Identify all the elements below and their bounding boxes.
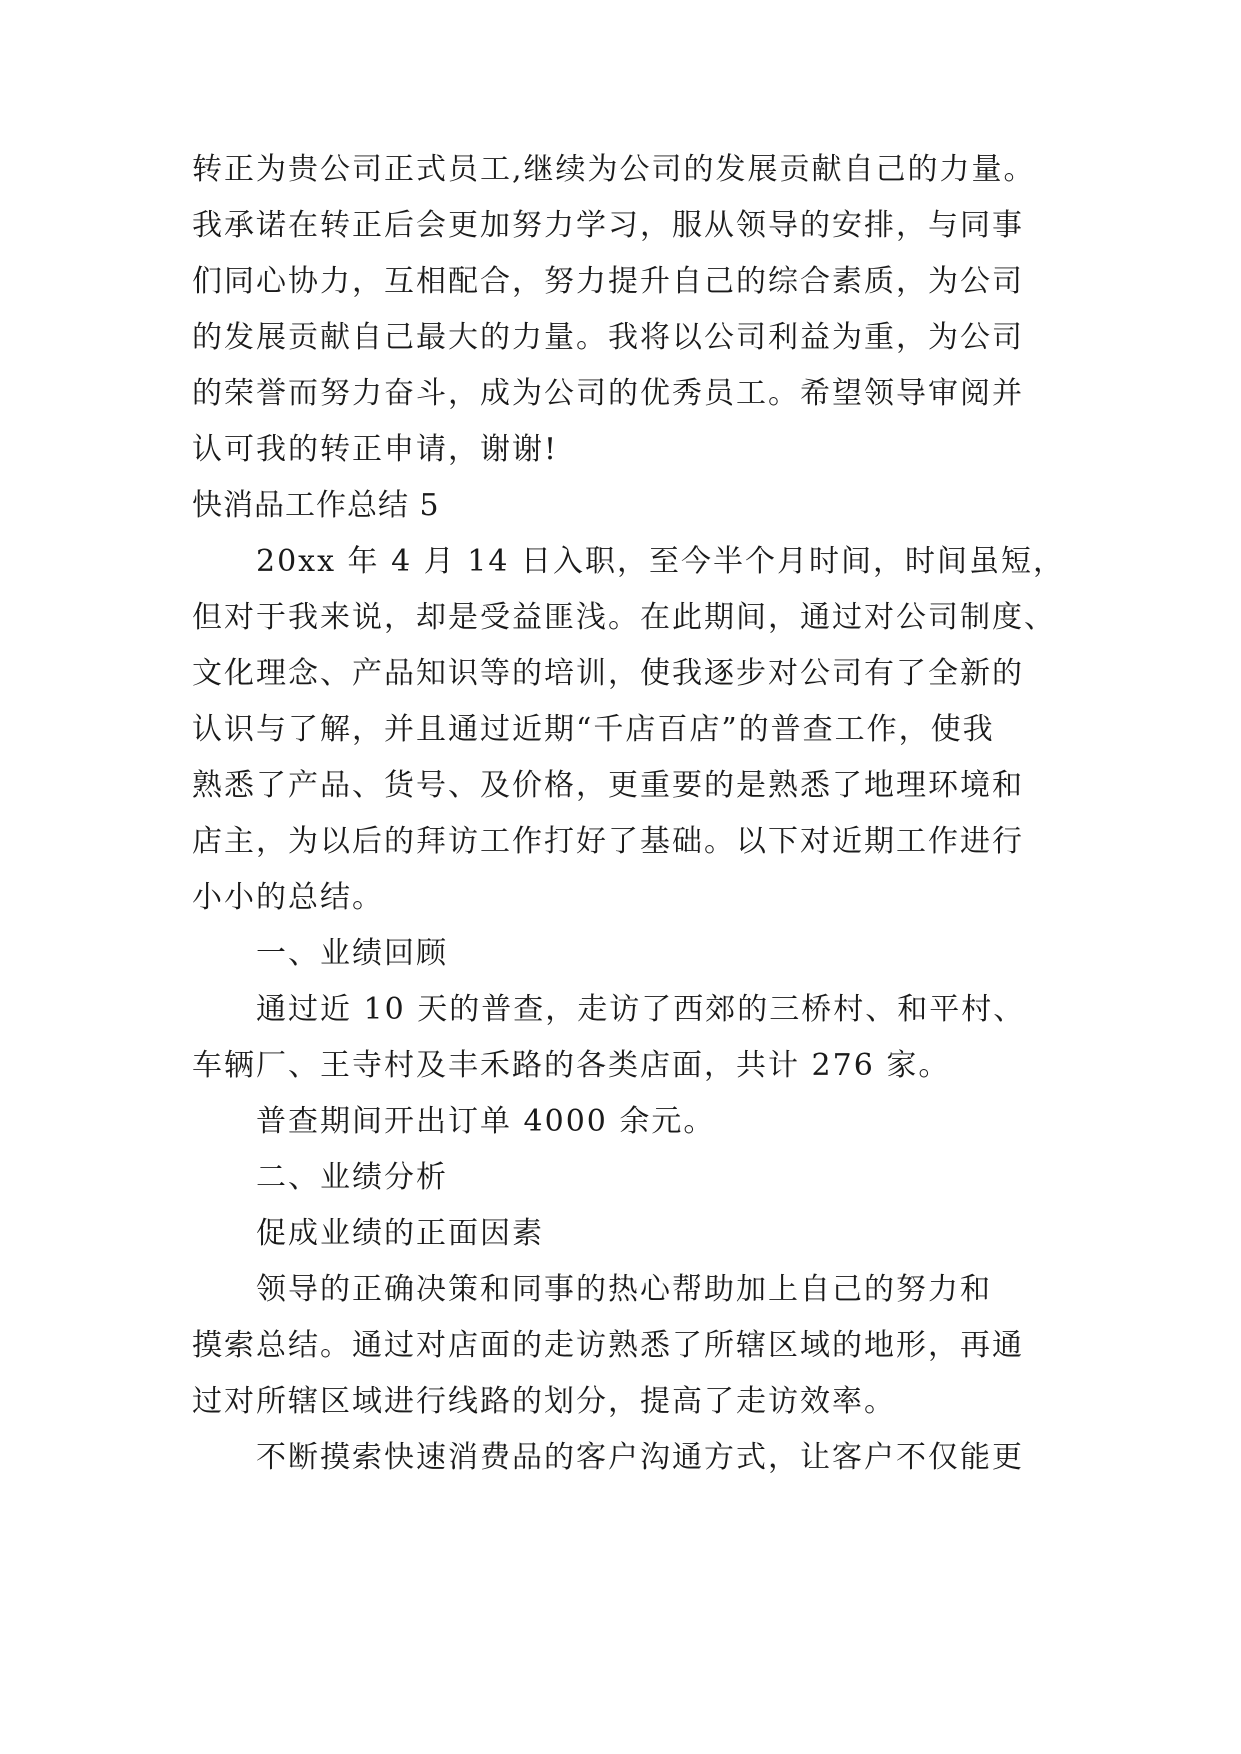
paragraph-start: 20xx 年 4 月 14 日入职，至今半个月时间，时间虽短， — [256, 544, 1065, 579]
text-line: 文化理念、产品知识等的培训，使我逐步对公司有了全新的 — [192, 656, 1024, 691]
paragraph-start: 普查期间开出订单 4000 余元。 — [256, 1104, 716, 1139]
text-line: 的荣誉而努力奋斗，成为公司的优秀员工。希望领导审阅并 — [192, 376, 1024, 411]
text-line: 认可我的转正申请，谢谢! — [192, 432, 559, 467]
subheading: 促成业绩的正面因素 — [256, 1216, 544, 1251]
text-line: 小小的总结。 — [192, 880, 384, 915]
text-line: 熟悉了产品、货号、及价格，更重要的是熟悉了地理环境和 — [192, 768, 1024, 803]
text-line: 车辆厂、王寺村及丰禾路的各类店面，共计 276 家。 — [192, 1048, 951, 1083]
text-line: 过对所辖区域进行线路的划分，提高了走访效率。 — [192, 1384, 896, 1419]
text-line: 们同心协力，互相配合，努力提升自己的综合素质，为公司 — [192, 264, 1024, 299]
paragraph-start: 不断摸索快速消费品的客户沟通方式，让客户不仅能更 — [256, 1440, 1024, 1475]
text-line: 我承诺在转正后会更加努力学习，服从领导的安排，与同事 — [192, 208, 1024, 243]
text-line: 摸索总结。通过对店面的走访熟悉了所辖区域的地形，再通 — [192, 1328, 1024, 1363]
paragraph-start: 领导的正确决策和同事的热心帮助加上自己的努力和 — [256, 1272, 992, 1307]
text-line: 的发展贡献自己最大的力量。我将以公司利益为重，为公司 — [192, 320, 1024, 355]
paragraph-start: 通过近 10 天的普查，走访了西郊的三桥村、和平村、 — [256, 992, 1026, 1027]
subheading: 一、业绩回顾 — [256, 936, 448, 971]
text-line: 转正为贵公司正式员工,继续为公司的发展贡献自己的力量。 — [192, 152, 1036, 187]
text-line: 店主，为以后的拜访工作打好了基础。以下对近期工作进行 — [192, 824, 1024, 859]
section-title: 快消品工作总结 5 — [192, 488, 440, 523]
text-line: 但对于我来说，却是受益匪浅。在此期间，通过对公司制度、 — [192, 600, 1056, 635]
text-line: 认识与了解，并且通过近期“千店百店”的普查工作，使我 — [192, 712, 995, 747]
subheading: 二、业绩分析 — [256, 1160, 448, 1195]
